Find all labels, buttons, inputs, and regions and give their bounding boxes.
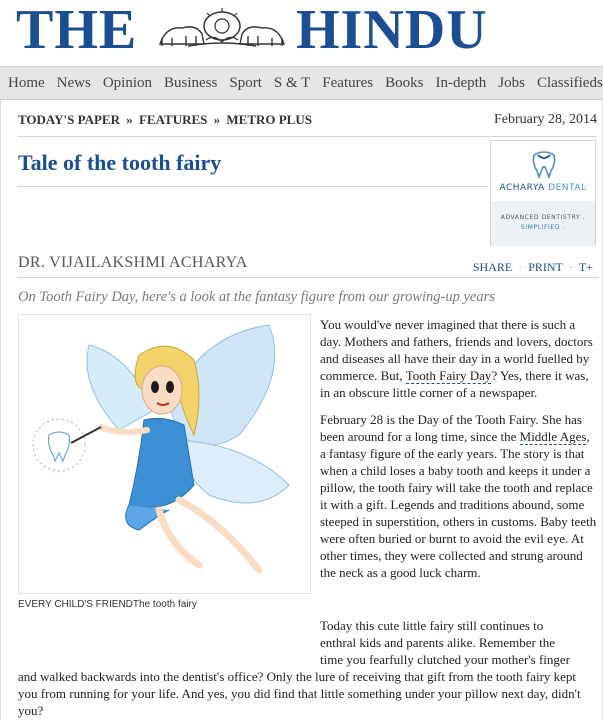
share-link[interactable]: SHARE — [472, 260, 513, 274]
paragraph-3-line-3: time you fearfully clutched your mother's finger — [320, 652, 570, 667]
tools-separator: · — [568, 260, 573, 274]
publish-date: February 28, 2014 — [493, 112, 597, 127]
paragraph-3-rest: and walked backwards into the dentist's office? Only the lure of receiving that gift from the tooth fairy kept you from running for your life. And yes, you did find that little something under your pillow next day, didn't you? — [18, 669, 581, 718]
nav-business[interactable]: Business — [164, 75, 218, 91]
tooth-fairy-illustration — [19, 315, 310, 593]
ad-tagline-1: ADVANCED DENTISTRY . — [500, 214, 586, 221]
article-body-column — [320, 316, 598, 591]
breadcrumb-todays-paper[interactable]: TODAY'S PAPER — [18, 112, 120, 127]
byline: DR. VIJAILAKSHMI ACHARYA — [18, 254, 248, 271]
nav-home[interactable]: Home — [8, 75, 45, 91]
divider — [18, 277, 598, 278]
paragraph-1-text-a: You would've never imagined that there is such a day. Mothers and fathers, friends and lovers, doctors and diseases all have their day in a world fuelled by commerce. But, — [320, 317, 593, 383]
main-nav — [0, 66, 603, 100]
breadcrumb-features[interactable]: FEATURES — [138, 112, 208, 127]
tooth-fairy-day-link[interactable]: Tooth Fairy Day — [405, 368, 492, 383]
paragraph-1-text-b: ? Yes, there it was, in an obscure little corner of a newspaper. — [320, 368, 589, 400]
paragraph-2-text-b: , a fantasy figure of the early years. The story is that when a child loses a baby tooth and keeps it under a pillow, the tooth fairy will take the tooth and replace it with a gift. Legends and traditions abound, some steeped in superstition, others in customs. Baby teeth were often buried or burnt to avoid the evil eye. At other times, they were collected and strung around the neck as a good luck charm. — [320, 429, 597, 580]
ad-tagline-2: SIMPLIFIED . — [520, 224, 566, 231]
masthead[interactable] — [0, 0, 603, 64]
breadcrumb-separator: » — [126, 112, 133, 127]
nav-sport[interactable]: Sport — [229, 75, 262, 91]
article-headline: Tale of the tooth fairy — [18, 150, 222, 175]
paragraph-3 — [18, 617, 598, 719]
masthead-title-right: HINDU — [296, 0, 488, 61]
nav-in-depth[interactable]: In-depth — [435, 75, 487, 91]
breadcrumb-separator: » — [213, 112, 221, 127]
emblem-logo — [152, 6, 292, 52]
middle-ages-link[interactable]: Middle Ages — [519, 429, 587, 444]
nav-s-and-t[interactable]: S & T — [273, 75, 311, 91]
article-photo[interactable] — [18, 314, 311, 594]
breadcrumb-metro-plus[interactable]: METRO PLUS — [226, 112, 312, 127]
nav-classifieds[interactable]: Classifieds — [536, 75, 603, 91]
paragraph-3-line-2: enthral kids and parents alike. Remember the — [320, 635, 556, 650]
nav-features[interactable]: Features — [322, 75, 374, 91]
divider — [18, 136, 598, 137]
text-size-button[interactable]: T+ — [578, 260, 593, 274]
ad-brand-b: DENTAL — [548, 183, 587, 193]
breadcrumb — [18, 112, 312, 128]
masthead-title-left: THE — [16, 0, 138, 61]
article-tools — [473, 260, 593, 275]
paragraph-1 — [320, 316, 598, 401]
photo-caption: EVERY CHILD'S FRIENDThe tooth fairy — [18, 599, 197, 610]
tools-separator: · — [518, 260, 523, 274]
tooth-logo-icon — [529, 149, 559, 179]
paragraph-3-line-1: Today this cute little fairy still continues to — [320, 618, 544, 633]
ad-brand — [491, 183, 595, 193]
nav-books[interactable]: Books — [385, 75, 424, 91]
ad-brand-a: ACHARYA — [499, 183, 545, 193]
nav-jobs[interactable]: Jobs — [498, 75, 525, 91]
print-link[interactable]: PRINT — [528, 260, 563, 274]
nav-opinion[interactable]: Opinion — [102, 75, 153, 91]
nav-news[interactable]: News — [56, 75, 91, 91]
advertisement[interactable] — [490, 140, 596, 246]
paragraph-2 — [320, 411, 598, 581]
divider — [18, 186, 488, 187]
standfirst: On Tooth Fairy Day, here's a look at the fantasy figure from our growing-up years — [18, 289, 495, 305]
paragraph-2-text-a: February 28 is the Day of the Tooth Fairy. She has been around for a long time, since the — [320, 412, 582, 444]
